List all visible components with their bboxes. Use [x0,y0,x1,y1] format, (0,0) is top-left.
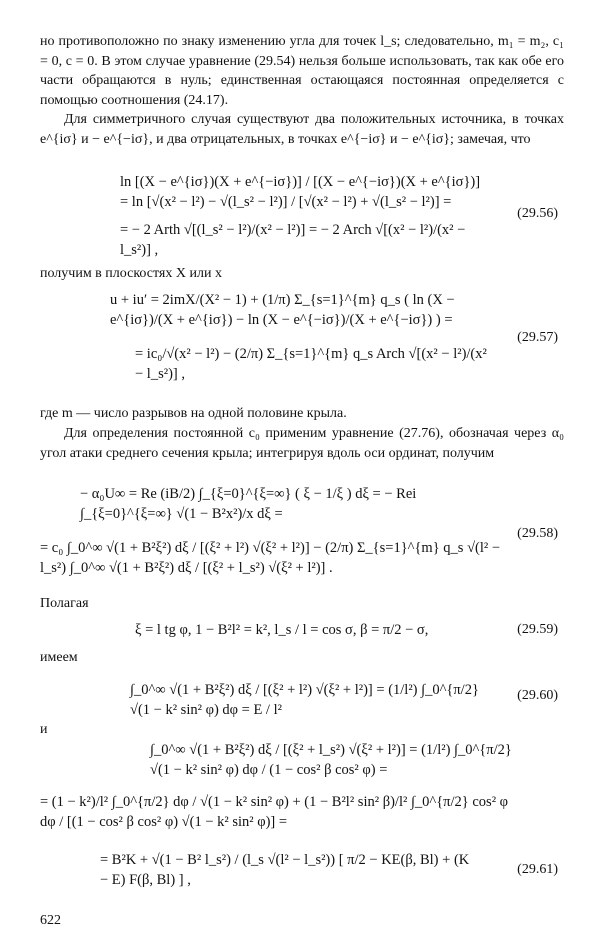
equation-29-59 [0,620,600,644]
equation-29-61 [0,740,600,900]
equation-29-61-line-1: ∫_0^∞ √(1 + B²ξ²) dξ / [(ξ² + l_s²) √(ξ² + l²)] = (1/l²) ∫_0^{π/2} √(1 − k² sin² φ) dφ / (1 − cos² β cos² φ) = [150,742,512,778]
equation-29-56 [0,172,600,258]
label-polagaya: Полагая [40,596,89,611]
equation-29-60 [0,680,600,726]
paragraph-symmetric-case: Для симметричного случая существуют два положительных источника, в точках e^{iσ} и − e^{−iσ}, и два отрицательных, в точках e^{−iσ} и − e^{iσ}; замечая, что [40,112,564,147]
label-imeem: имеем [40,650,78,665]
equation-29-58 [0,484,600,588]
equation-29-57-line-2: = ic₀/√(x² − l²) − (2/π) Σ_{s=1}^{m} q_s Arch √[(x² − l²)/(x² − l_s²)] , [135,346,487,382]
equation-number: (29.59) [517,622,558,637]
paragraph-constant-c0: Для определения постоянной c₀ применим уравнение (27.76), обозначая через α₀ угол атаки среднего сечения крыла; интегрируя вдоль оси ординат, получим [40,426,564,461]
paragraph-intro: но противоположно по знаку изменению угла для точек l_s; следовательно, m₁ = m₂, c₁ = 0, c = 0. В этом случае уравнение (29.54) нельзя больше использовать, так как обе его части обращаются в нуль; единственная остающаяся постоянная определяется с помощью соотношения (24.17). [40,34,564,108]
equation-number: (29.60) [517,688,558,703]
equation-29-60-line-1: ∫_0^∞ √(1 + B²ξ²) dξ / [(ξ² + l²) √(ξ² + l²)] = (1/l²) ∫_0^{π/2} √(1 − k² sin² φ) dφ = E / l² [130,682,479,718]
equation-29-58-line-2: = c₀ ∫_0^∞ √(1 + B²ξ²) dξ / [(ξ² + l²) √(ξ² + l²)] − (2/π) Σ_{s=1}^{m} q_s √(l² − l_s²) ∫_0^∞ √(1 + B²ξ²) dξ / [(ξ² + l_s²) √(ξ² + l²)] . [40,540,501,576]
equation-29-58-line-1: − α₀U∞ = Re (iB/2) ∫_{ξ=0}^{ξ=∞} ( ξ − 1/ξ ) dξ = − Rei ∫_{ξ=0}^{ξ=∞} √(1 − B²x²)/x dξ = [80,486,417,522]
equation-29-61-line-3: = B²K + √(1 − B² l_s²) / (l_s √(l² − l_s²)) [ π/2 − KE(β, Bl) + (K − E) F(β, Bl) ] , [100,852,470,888]
equation-29-56-line-2: = − 2 Arth √[(l_s² − l²)/(x² − l²)] = − 2 Arch √[(x² − l²)/(x² − l_s²)] , [120,222,466,258]
equation-29-57 [0,290,600,382]
label-i: и [40,722,48,737]
equation-29-57-line-1: u + iu′ = 2imX/(X² − 1) + (1/π) Σ_{s=1}^{m} q_s ( ln (X − e^{iσ})/(X + e^{iσ}) − ln (X − e^{−iσ})/(X + e^{−iσ}) ) = [110,292,455,328]
equation-29-61-line-2: = (1 − k²)/l² ∫_0^{π/2} dφ / √(1 − k² sin² φ) + (1 − B²l² sin² β)/l² ∫_0^{π/2} cos² φ dφ / [(1 − cos² β cos² φ) √(1 − k² sin² φ)] = [40,794,509,830]
equation-number: (29.61) [517,862,558,877]
equation-29-56-line-1: ln [(X − e^{iσ})(X + e^{−iσ})] / [(X − e^{−iσ})(X + e^{iσ})] = ln [√(x² − l²) − √(l_s² − l²)] / [√(x² − l²) + √(l_s² − l²)] = [120,174,481,210]
paragraph-discontinuities: где m — число разрывов на одной половине крыла. [40,406,347,421]
equation-29-59-line-1: ξ = l tg φ, 1 − B²l² = k², l_s / l = cos σ, β = π/2 − σ, [135,622,429,638]
equation-number: (29.56) [517,206,558,221]
equation-number: (29.58) [517,526,558,541]
paragraph-planes: получим в плоскостях X или x [40,266,222,281]
equation-number: (29.57) [517,330,558,345]
page-number: 622 [40,913,61,928]
